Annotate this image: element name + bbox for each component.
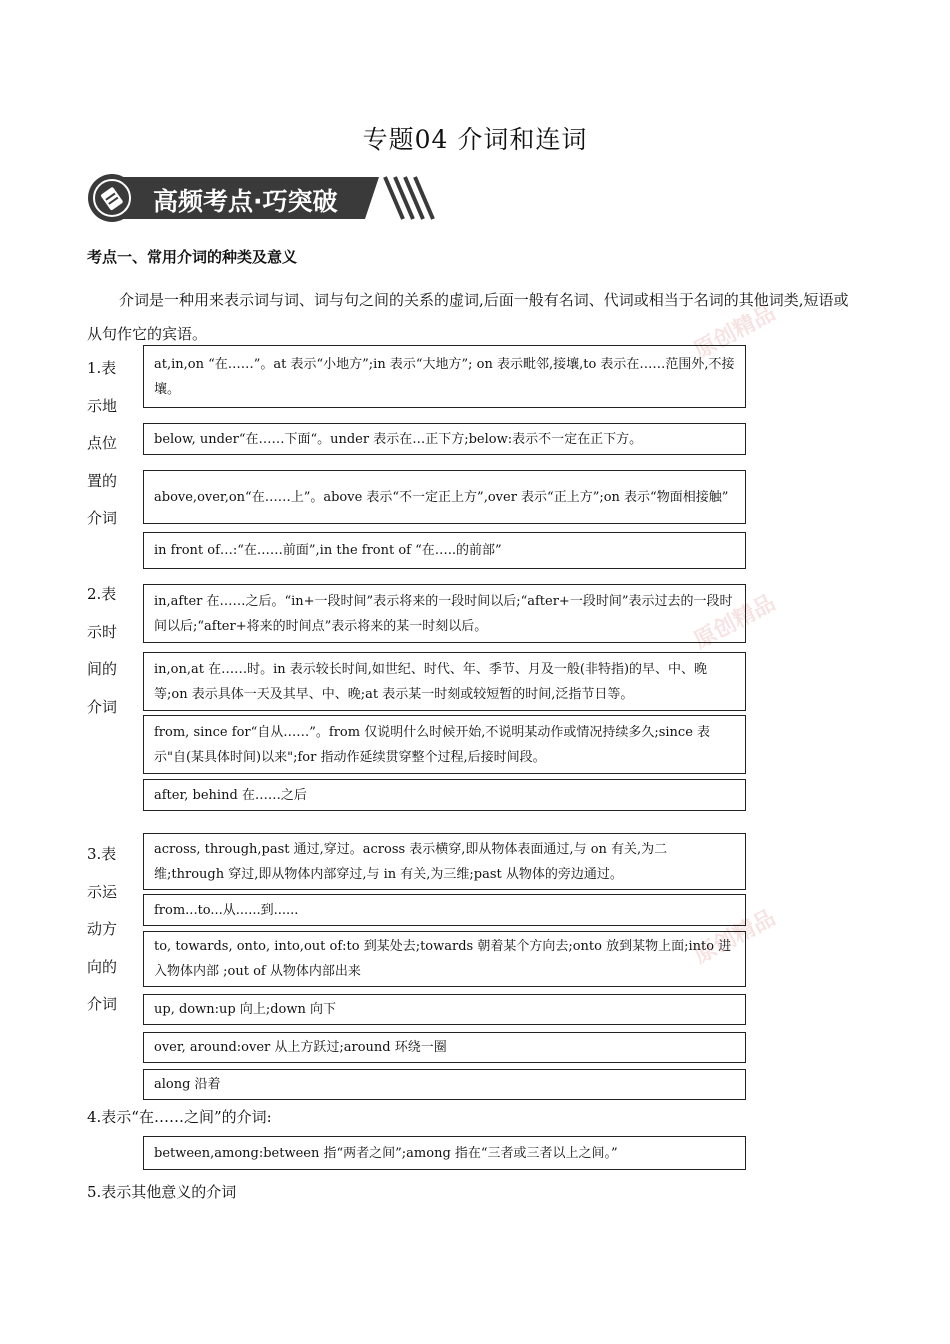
motion-box: to, towards, onto, into,out of:to 到某处去;towards 朝着某个方向去;onto 放到某物上面;into 进入物体内部 ;out of 从物体内部出来 xyxy=(143,931,746,987)
motion-box: across, through,past 通过,穿过。across 表示横穿,即从物体表面通过,与 on 有关,为二维;through 穿过,即从物体内部穿过,与 in 有关,为三维;past 从物体的旁边通过。 xyxy=(143,833,746,890)
time-box: in,on,at 在……时。in 表示较长时间,如世纪、时代、年、季节、月及一般(非特指)的早、中、晚等;on 表示具体一天及其早、中、晚;at 表示某一时刻或较短暂的时间,泛指节日等。 xyxy=(143,652,746,711)
time-box: in,after 在……之后。“in+一段时间”表示将来的一段时间以后;“after+一段时间”表示过去的一段时间以后;“after+将来的时间点”表示将来的某一时刻以后。 xyxy=(143,584,746,643)
watermark: 原创精品 xyxy=(690,300,780,364)
category-motion-label: 3.表示运动方向的介词 xyxy=(87,845,118,1013)
page-title: 专题04 介词和连词 xyxy=(362,125,588,154)
watermark: 原创精品 xyxy=(690,590,780,654)
category-place-label: 1.表示地点位置的介词 xyxy=(87,359,118,527)
intro-paragraph: 介词是一种用来表示词与词、词与句之间的关系的虚词,后面一般有名词、代词或相当于名词的其他词类,短语或从句作它的宾语。 xyxy=(87,291,849,343)
between-box: between,among:between 指“两者之间”;among 指在“三者或三者以上之间。” xyxy=(143,1136,746,1170)
between-label: 4.表示“在……之间”的介词: xyxy=(87,1108,272,1126)
motion-box: up, down:up 向上;down 向下 xyxy=(143,994,746,1025)
section-banner xyxy=(87,173,435,223)
place-box: at,in,on “在……”。at 表示“小地方”;in 表示“大地方”; on 表示毗邻,接壤,to 表示在……范围外,不接壤。 xyxy=(143,345,746,408)
time-box: after, behind 在……之后 xyxy=(143,779,746,811)
time-box: from, since for“自从……”。from 仅说明什么时候开始,不说明某动作或情况持续多久;since 表示"自(某具体时间)以来";for 指动作延续贯穿整个过程,后接时间段。 xyxy=(143,715,746,774)
motion-box: over, around:over 从上方跃过;around 环绕一圈 xyxy=(143,1032,746,1063)
other-label: 5.表示其他意义的介词 xyxy=(87,1183,237,1201)
motion-box: from...to...从......到...... xyxy=(143,894,746,926)
motion-box: along 沿着 xyxy=(143,1069,746,1100)
section-heading: 考点一、常用介词的种类及意义 xyxy=(87,248,298,266)
place-box: below, under“在……下面“。under 表示在…正下方;below:表示不一定在正下方。 xyxy=(143,423,746,455)
category-time-label: 2.表示时间的介词 xyxy=(87,585,118,716)
place-box: in front of…:“在……前面”,in the front of “在…..的前部” xyxy=(143,532,746,569)
place-box: above,over,on“在……上”。above 表示“不一定正上方”,over 表示“正上方”;on 表示“物面相接触” xyxy=(143,470,746,524)
banner-label: 高频考点·巧突破 xyxy=(153,187,338,216)
watermark: 原创精品 xyxy=(690,905,780,969)
